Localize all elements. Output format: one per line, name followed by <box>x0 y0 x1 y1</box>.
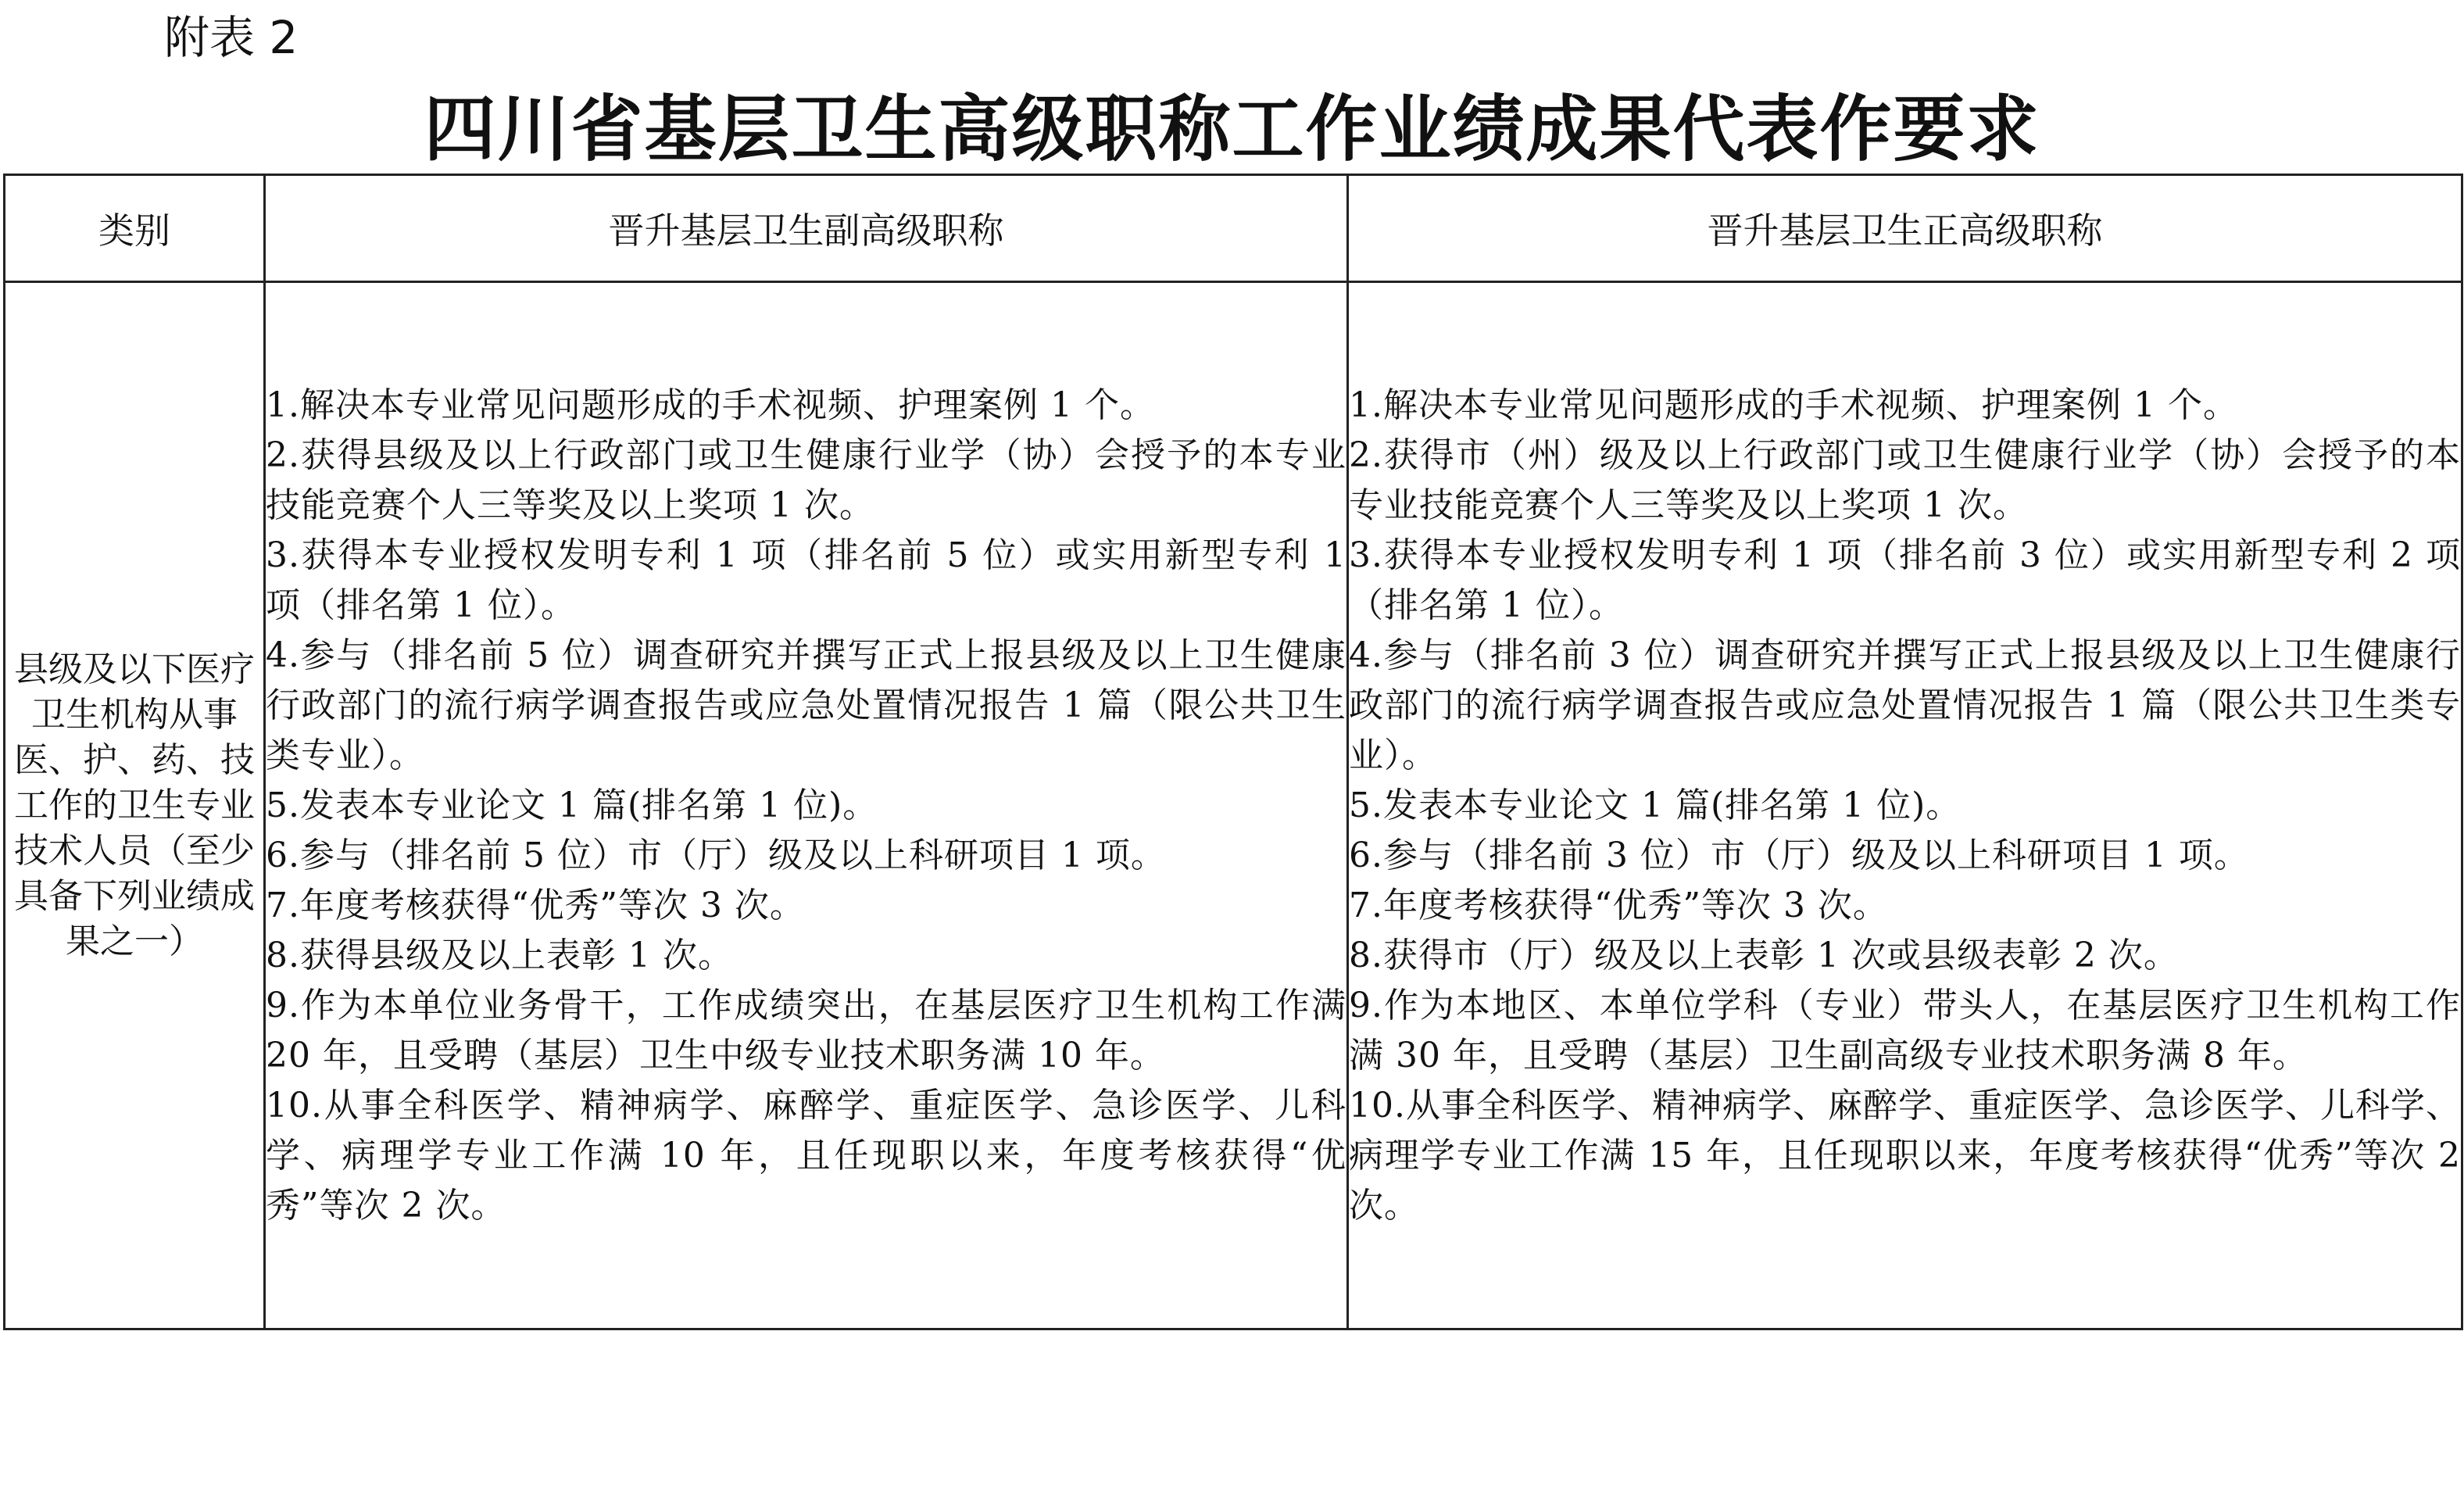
table-header-row <box>5 175 2462 282</box>
full-item-6: 6.参与（排名前 3 位）市（厅）级及以上科研项目 1 项。 <box>1349 835 2249 875</box>
table-row <box>5 282 2462 1329</box>
category-cell <box>5 282 265 1329</box>
full-item-3: 3.获得本专业授权发明专利 1 项（排名前 3 位）或实用新型专利 2 项（排名第 1 位）。 <box>1349 535 2461 625</box>
full-item-7: 7.年度考核获得“优秀”等次 3 次。 <box>1349 885 1888 925</box>
requirements-table <box>3 174 2463 1330</box>
full-item-2: 2.获得市（州）级及以上行政部门或卫生健康行业学（协）会授予的本专业技能竞赛个人三等奖及以上奖项 1 次。 <box>1349 435 2461 525</box>
deputy-item-7: 7.年度考核获得“优秀”等次 3 次。 <box>266 885 805 925</box>
deputy-item-1: 1.解决本专业常见问题形成的手术视频、护理案例 1 个。 <box>266 385 1155 425</box>
deputy-item-5: 5.发表本专业论文 1 篇(排名第 1 位)。 <box>266 785 878 825</box>
full-item-1: 1.解决本专业常见问题形成的手术视频、护理案例 1 个。 <box>1349 385 2238 425</box>
header-category: 类别 <box>5 175 265 282</box>
deputy-item-3: 3.获得本专业授权发明专利 1 项（排名前 5 位）或实用新型专利 1 项（排名第 1 位）。 <box>266 535 1346 625</box>
deputy-item-2: 2.获得县级及以上行政部门或卫生健康行业学（协）会授予的本专业技能竞赛个人三等奖及以上奖项 1 次。 <box>266 435 1346 525</box>
full-item-10: 10.从事全科医学、精神病学、麻醉学、重症医学、急诊医学、儿科学、病理学专业工作满 15 年，且任现职以来，年度考核获得“优秀”等次 2 次。 <box>1349 1085 2461 1226</box>
header-full-senior: 晋升基层卫生正高级职称 <box>1348 175 2462 282</box>
deputy-item-6: 6.参与（排名前 5 位）市（厅）级及以上科研项目 1 项。 <box>266 835 1166 875</box>
deputy-item-9: 9.作为本单位业务骨干，工作成绩突出，在基层医疗卫生机构工作满 20 年，且受聘（基层）卫生中级专业技术职务满 10 年。 <box>266 985 1346 1075</box>
deputy-senior-cell <box>265 282 1348 1329</box>
category-text: 县级及以下医疗卫生机构从事医、护、药、技工作的卫生专业技术人员（至少具备下列业绩成果之一） <box>14 649 255 961</box>
deputy-item-4: 4.参与（排名前 5 位）调查研究并撰写正式上报县级及以上卫生健康行政部门的流行病学调查报告或应急处置情况报告 1 篇（限公共卫生类专业）。 <box>266 635 1346 775</box>
full-senior-cell <box>1348 282 2462 1329</box>
full-item-5: 5.发表本专业论文 1 篇(排名第 1 位)。 <box>1349 785 1962 825</box>
header-deputy-senior: 晋升基层卫生副高级职称 <box>265 175 1348 282</box>
deputy-item-8: 8.获得县级及以上表彰 1 次。 <box>266 935 733 975</box>
full-item-8: 8.获得市（厅）级及以上表彰 1 次或县级表彰 2 次。 <box>1349 935 2179 975</box>
full-item-4: 4.参与（排名前 3 位）调查研究并撰写正式上报县级及以上卫生健康行政部门的流行病学调查报告或应急处置情况报告 1 篇（限公共卫生类专业）。 <box>1349 635 2461 775</box>
appendix-label: 附表 2 <box>164 11 299 64</box>
deputy-item-10: 10.从事全科医学、精神病学、麻醉学、重症医学、急诊医学、儿科学、病理学专业工作满 10 年，且任现职以来，年度考核获得“优秀”等次 2 次。 <box>266 1085 1346 1226</box>
document-title: 四川省基层卫生高级职称工作业绩成果代表作要求 <box>424 87 2040 171</box>
full-item-9: 9.作为本地区、本单位学科（专业）带头人，在基层医疗卫生机构工作满 30 年，且受聘（基层）卫生副高级专业技术职务满 8 年。 <box>1349 985 2461 1075</box>
